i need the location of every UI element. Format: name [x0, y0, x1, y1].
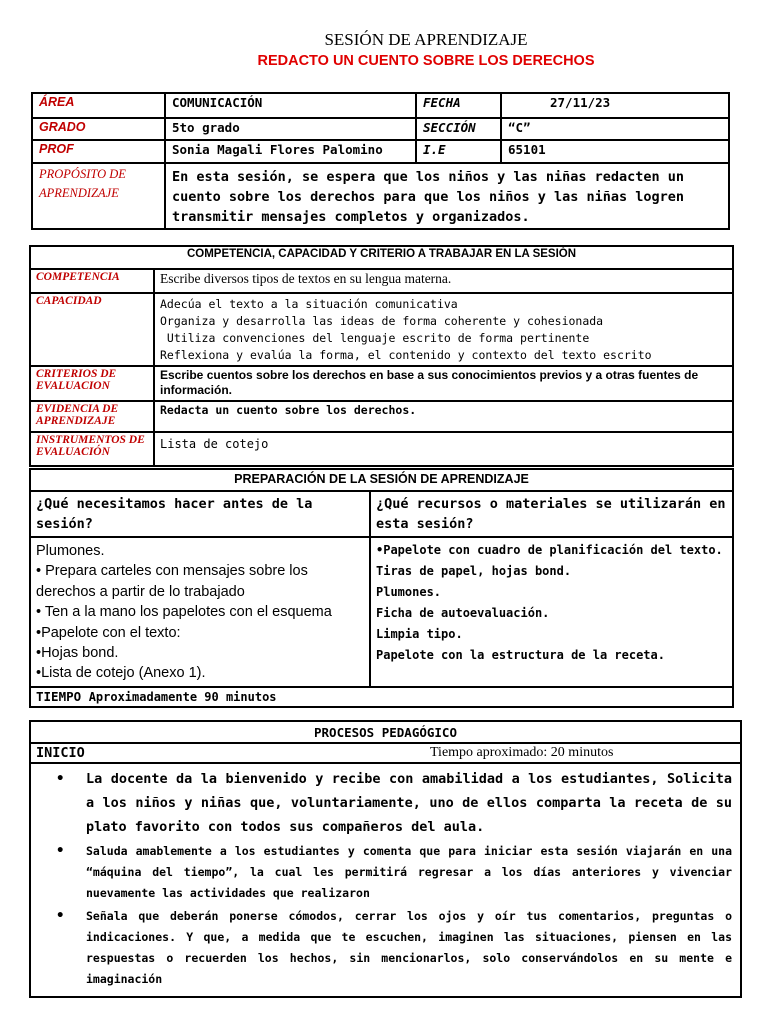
competencia-value: Escribe diversos tipos de textos en su lengua materna.	[154, 269, 733, 293]
fecha-value: 27/11/23	[501, 93, 729, 118]
recurso-item: Limpia tipo.	[376, 627, 463, 641]
recursos-header: ¿Qué recursos o materiales se utilizarán en esta sesión?	[370, 491, 733, 537]
seccion-value: “C”	[501, 118, 729, 140]
evidencia-value: Redacta un cuento sobre los derechos.	[154, 401, 733, 432]
antes-item: •Hojas bond.	[36, 645, 119, 662]
competencia-header: COMPETENCIA, CAPACIDAD Y CRITERIO A TRABAJAR EN LA SESIÓN	[30, 246, 733, 269]
preparacion-table	[29, 468, 734, 708]
tiempo-row	[30, 687, 733, 707]
preparacion-header: PREPARACIÓN DE LA SESIÓN DE APRENDIZAJE	[30, 469, 733, 491]
antes-item: •Papelote con el texto:	[36, 624, 181, 641]
fecha-label: FECHA	[416, 93, 501, 118]
recurso-item: Ficha de autoevaluación.	[376, 606, 550, 620]
capacidad-label: CAPACIDAD	[30, 293, 154, 366]
criterios-label: CRITERIOS DE EVALUACION	[30, 366, 154, 401]
antes-item: • Prepara carteles con mensajes sobre los derechos a partir de lo trabajado	[36, 563, 308, 600]
antes-header: ¿Qué necesitamos hacer antes de la sesión?	[30, 491, 370, 537]
proposito-value: En esta sesión, se espera que los niños y las niñas redacten un cuento sobre los derechos para que los niños y las niñas logren transmitir mensajes completos y organizados.	[165, 163, 729, 229]
instrumentos-value: Lista de cotejo	[154, 432, 733, 466]
antes-item: • Ten a la mano los papelotes con el esquema	[36, 604, 332, 621]
tiempo-value: Aproximadamente 90 minutos	[88, 689, 277, 704]
prof-value: Sonia Magali Flores Palomino	[165, 140, 416, 163]
procesos-header: PROCESOS PEDAGÓGICO	[30, 721, 741, 743]
inicio-item: • La docente da la bienvenido y recibe con amabilidad a los estudiantes, Solicita a los niños y niñas que, voluntariamente, uno de ellos comparta la receta de su plato favorito con todos sus compañeros del aula.	[36, 767, 732, 839]
area-value: COMUNICACIÓN	[165, 93, 416, 118]
competencia-label: COMPETENCIA	[30, 269, 154, 293]
prof-label: PROF	[32, 140, 165, 163]
capacidad-item: Organiza y desarrolla las ideas de forma coherente y cohesionada	[160, 314, 604, 328]
recurso-item: Tiras de papel, hojas bond.	[376, 564, 572, 578]
evidencia-label: EVIDENCIA DE APRENDIZAJE	[30, 401, 154, 432]
instrumentos-label: INSTRUMENTOS DE EVALUACIÓN	[30, 432, 154, 466]
proposito-label: PROPÓSITO DE APRENDIZAJE	[32, 163, 165, 229]
recurso-item: Plumones.	[376, 585, 442, 599]
criterios-value: Escribe cuentos sobre los derechos en base a sus conocimientos previos y a otras fuentes de información.	[154, 366, 733, 401]
capacidad-item: Reflexiona y evalúa la forma, el contenido y contexto del texto escrito	[160, 348, 652, 362]
info-table	[31, 92, 730, 230]
inicio-item: • Saluda amablemente a los estudiantes y comenta que para iniciar esta sesión viajarán en una “máquina del tiempo”, la cual les permitirá regresar a los días anteriores y vivenciar nuevamente las actividades que realizaron	[36, 841, 732, 904]
antes-item: •Lista de cotejo (Anexo 1).	[36, 665, 206, 682]
document-subtitle: REDACTO UN CUENTO SOBRE LOS DERECHOS	[257, 53, 595, 69]
area-label: ÁREA	[32, 93, 165, 118]
procesos-table	[29, 720, 742, 998]
grado-label: GRADO	[32, 118, 165, 140]
inicio-list	[36, 767, 732, 990]
capacidad-list	[154, 293, 733, 366]
inicio-label: INICIO	[30, 743, 360, 763]
grado-value: 5to grado	[165, 118, 416, 140]
inicio-tiempo: Tiempo aproximado: 20 minutos	[360, 743, 741, 763]
seccion-label: SECCIÓN	[416, 118, 501, 140]
document-title: SESIÓN DE APRENDIZAJE	[324, 30, 528, 49]
ie-value: 65101	[501, 140, 729, 163]
antes-item: Plumones.	[36, 543, 105, 559]
inicio-content	[30, 763, 741, 997]
recursos-list	[370, 537, 733, 687]
capacidad-item: Adecúa el texto a la situación comunicativa	[160, 297, 458, 311]
ie-label: I.E	[416, 140, 501, 163]
tiempo-label: TIEMPO	[36, 688, 82, 704]
recurso-item: Papelote con la estructura de la receta.	[376, 648, 665, 662]
competencia-table	[29, 245, 734, 467]
inicio-item: • Señala que deberán ponerse cómodos, cerrar los ojos y oír tus comentarios, preguntas o indicaciones. Y que, a medida que te escuchen, imaginen las situaciones, piensen en las respuestas o recuerden los hechos, sin mencionarlos, solo conservándolos en su mente e imaginación	[36, 906, 732, 990]
antes-list	[30, 537, 370, 687]
recurso-item: •Papelote con cuadro de planificación del texto.	[376, 543, 723, 557]
capacidad-item: Utiliza convenciones del lenguaje escrito de forma pertinente	[160, 331, 590, 345]
